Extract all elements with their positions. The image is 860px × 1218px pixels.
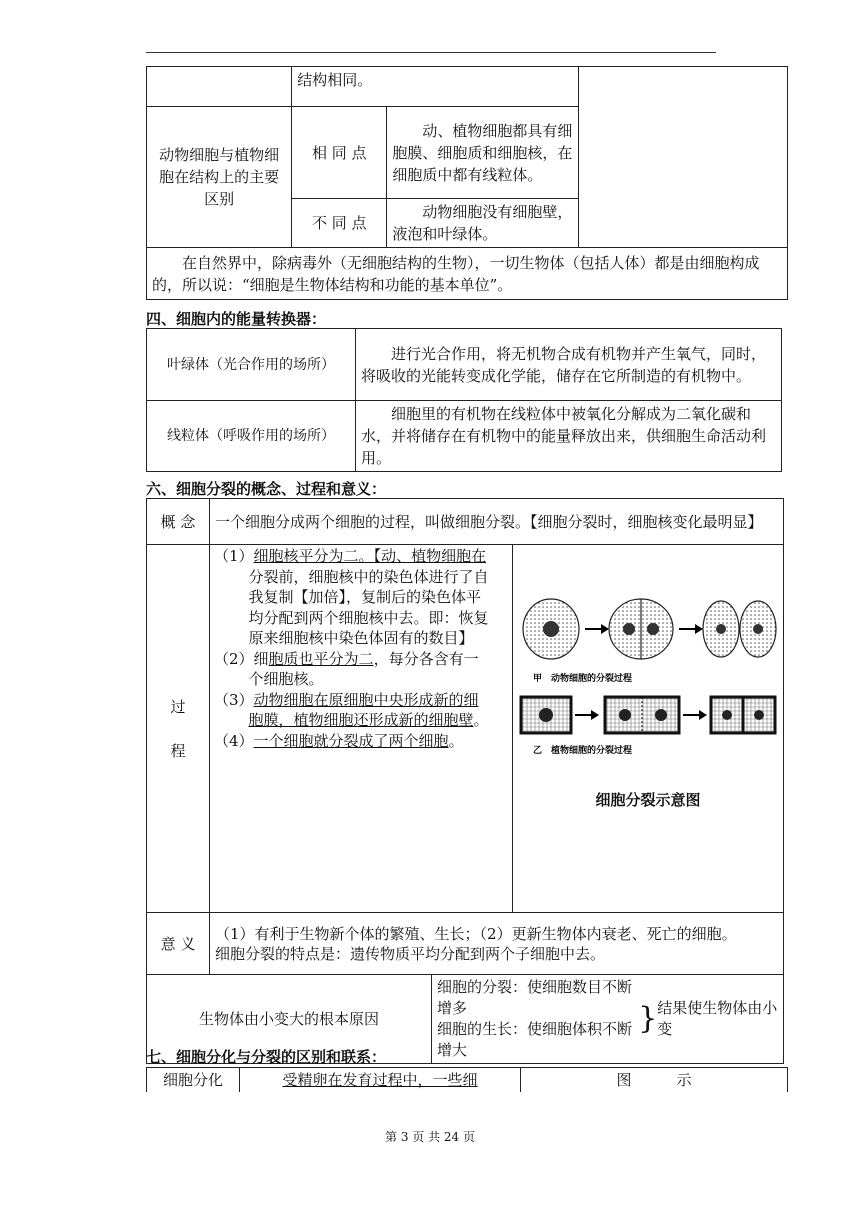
- step-2: （2）细胞质也平分为二，每分各含有一 个细胞核。: [214, 649, 479, 688]
- header-rule: [146, 52, 716, 53]
- process-label-2: 程: [170, 741, 186, 760]
- cause-line-2: 细胞的生长：使细胞体积不断增大: [437, 1020, 633, 1059]
- brace-icon: }: [638, 1001, 658, 1036]
- energy-converter-table: [146, 328, 782, 472]
- differentiation-table: [146, 1067, 788, 1092]
- chloroplast-label: 叶绿体（光合作用的场所）: [147, 329, 356, 401]
- cell-comparison-table: [146, 66, 788, 300]
- animal-division-row: [523, 599, 776, 684]
- concept-text: 一个细胞分成两个细胞的过程，叫做细胞分裂。【细胞分裂时，细胞核变化最明显】: [210, 499, 784, 545]
- diagram-title: 细胞分裂示意图: [595, 791, 701, 809]
- same-text: 动、植物细胞都具有细胞膜、细胞质和细胞核，在细胞质中都有线粒体。: [387, 107, 578, 199]
- diff-text: 动物细胞没有细胞壁，液泡和叶绿体。: [387, 199, 578, 248]
- summary-text: 在自然界中，除病毒外（无细胞结构的生物），一切生物体（包括人体）都是由细胞构成的，所以说：“细胞是生物体结构和功能的基本单位”。: [147, 248, 788, 300]
- compare-label: 动物细胞与植物细胞在结构上的主要区别: [147, 107, 292, 248]
- differentiation-text: 受精卵在发育过程中，一些细: [282, 1070, 478, 1089]
- division-diagram-cell: [513, 545, 784, 913]
- same-label: 相 同 点: [292, 107, 387, 199]
- differentiation-label: 细胞分化: [147, 1068, 240, 1092]
- diff-label: 不 同 点: [292, 199, 387, 248]
- chloroplast-text: 进行光合作用，将无机物合成有机物并产生氧气，同时，将吸收的光能转变成化学能，储存在它所制造的有机物中。: [356, 329, 782, 401]
- section-4-heading: 四、细胞内的能量转换器：: [146, 310, 327, 328]
- cause-label: 生物体由小变大的根本原因: [147, 975, 432, 1064]
- step-3: （3）动物细胞在原细胞中央形成新的细 胞膜，植物细胞还形成新的细胞壁。: [214, 690, 489, 729]
- process-steps: [210, 545, 513, 913]
- meaning-text: （1）有利于生物新个体的繁殖、生长；（2）更新生物体内衰老、死亡的细胞。 细胞分裂的特点是：遗传物质平均分配到两个子细胞中去。: [210, 913, 784, 975]
- animal-caption: 甲 动物细胞的分裂过程: [533, 674, 633, 684]
- concept-label: 概 念: [147, 499, 210, 545]
- cause-content: [432, 975, 784, 1064]
- cell-division-diagram: [513, 569, 783, 789]
- step-4: （4）一个细胞就分裂成了两个细胞。: [214, 731, 464, 750]
- plant-division-row: [521, 697, 775, 756]
- cause-line-1: 细胞的分裂：使细胞数目不断增多: [437, 978, 633, 1017]
- cause-result: 结果使生物体由小变: [657, 999, 778, 1038]
- structure-same-text: 结构相同。: [292, 67, 578, 107]
- mitochondria-text: 细胞里的有机物在线粒体中被氧化分解成为二氧化碳和水，并将储存在有机物中的能量释放出来，供细胞生命活动利用。: [356, 401, 782, 472]
- plant-caption: 乙 植物细胞的分裂过程: [533, 746, 633, 756]
- section-6-heading: 六、细胞分裂的概念、过程和意义：: [146, 480, 387, 498]
- section-7-heading: 七、细胞分化与分裂的区别和联系：: [146, 1048, 387, 1066]
- step-1: （1）细胞核平分为二。【动、植物细胞在 分裂前，细胞核中的染色体进行了自 我复制【加倍】，复制后的染色体平 均分配到两个细胞核中去。即：恢复 原来细胞核中染色体固有的数目】: [214, 547, 489, 647]
- meaning-label: 意 义: [147, 913, 210, 975]
- process-label-1: 过: [170, 697, 186, 716]
- diagram-label: 图 示: [521, 1068, 788, 1092]
- cell-division-table: [146, 498, 784, 1064]
- mitochondria-label: 线粒体（呼吸作用的场所）: [147, 401, 356, 472]
- page-footer: 第 3 页 共 24 页: [385, 1130, 475, 1144]
